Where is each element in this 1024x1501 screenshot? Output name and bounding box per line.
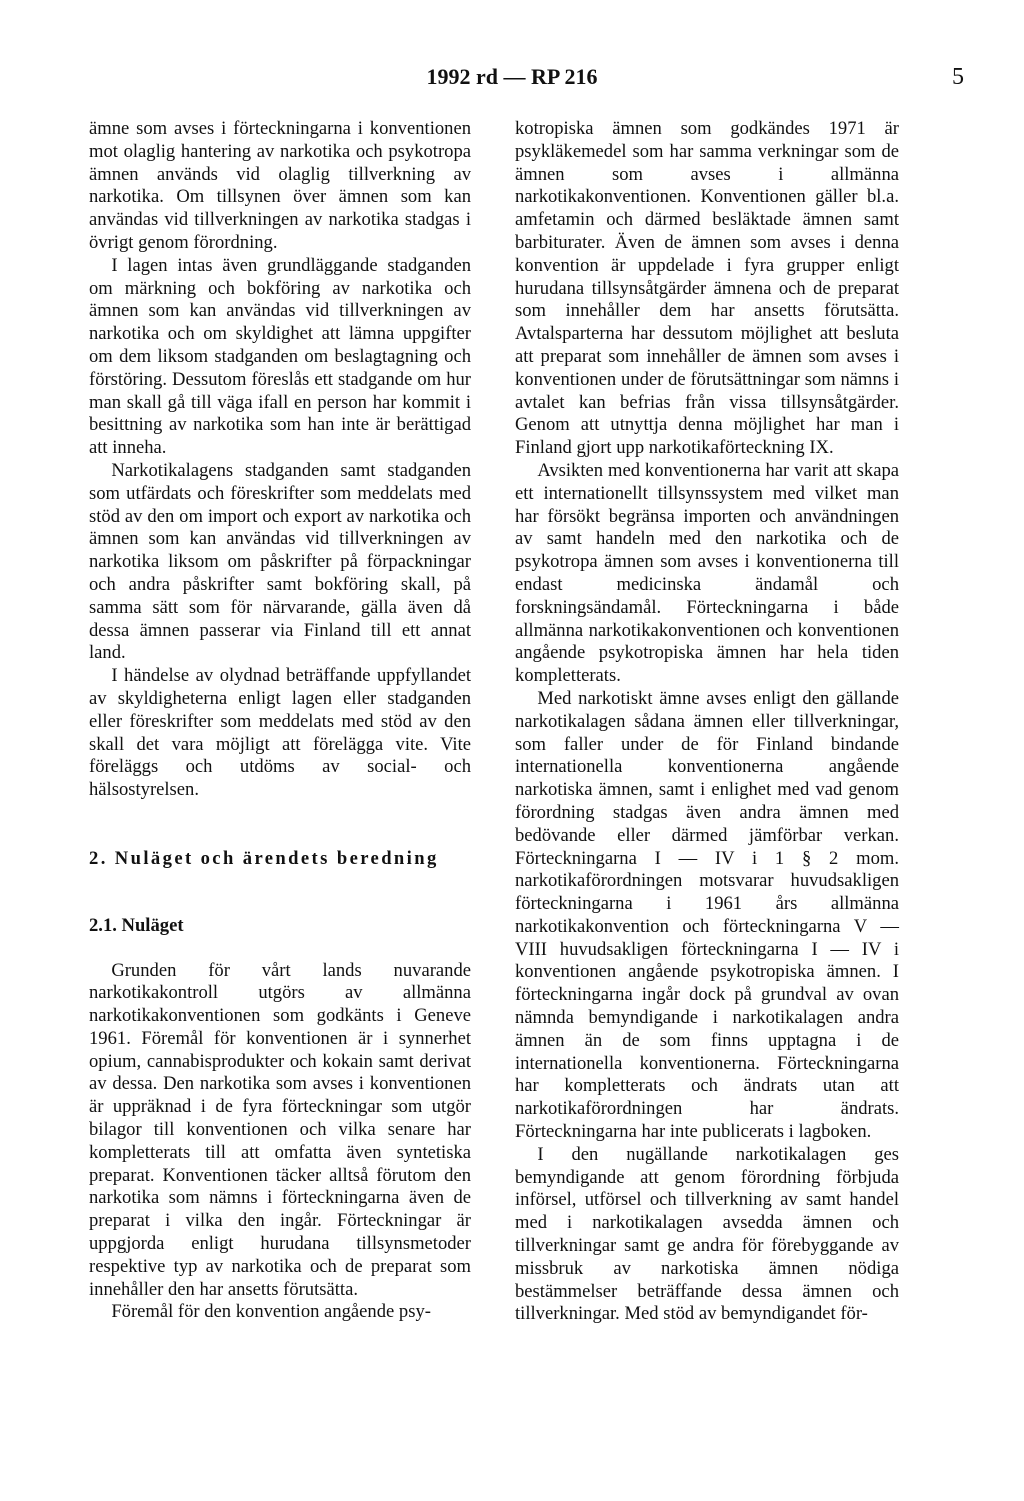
page-header (0, 64, 1024, 94)
paragraph: Avsikten med konventionerna har varit att skapa ett internationellt tillsynssystem med vilket man har försökt begränsa importen och användningen av samt handeln med den narkotika och de psykotropa ämnen som avses i konventionerna till endast medicinska ändamål och forskningsändamål. Förteckningarna i både allmänna narkotikakonventionen och konventionen angående psykotropiska ämnen har hela tiden kompletterats. (515, 459, 899, 687)
paragraph: Föremål för den konvention angående psy- (111, 1301, 431, 1323)
running-title: 1992 rd — RP 216 (426, 64, 598, 89)
right-column (515, 118, 899, 1326)
paragraph: ämne som avses i förteckningarna i konventionen mot olaglig hantering av narkotika och psykotropa ämnen används vid olaglig tillverkning av narkotika. Om tillsynen över ämnen som kan användas vid tillverkningen av narkotika stadgas i övrigt genom förordning. (89, 118, 471, 253)
paragraph: Narkotikalagens stadganden samt stadganden som utfärdats och föreskrifter som meddelats med stöd av den om import och export av narkotika och ämnen som kan användas vid tillverkningen av narkotika liksom om påskrifter på förpackningar och andra påskrifter samt bokföring skall, på samma sätt som för närvarande, gälla även då dessa ämnen passerar via Finland till ett annat land. (89, 459, 471, 664)
paragraph: Med narkotiskt ämne avses enligt den gällande narkotikalagen sådana ämnen eller tillverkningar, som faller under de för Finland bindande internationella konventionerna angående narkotiska ämnen, samt i enlighet med vad genom förordning stadgas även andra ämnen med bedövande eller därmed jämförbar verkan. Förteckningarna I — IV i 1 § 2 mom. narkotikaförordningen motsvarar huvudsakligen förteckningarna i 1961 års allmänna narkotikakonvention och förteckningarna V — VIII huvudsakligen förteckningarna I — IV i konventionen angående psykotropiska ämnen. I förteckningarna ingår dock på grundval av ovan nämnda bemyndigande i narkotikalagen andra ämnen än de som finns upptagna i de internationella konventionerna. Förteckningarna har kompletterats och ändrats utan att narkotikaförordningen har ändrats. Förteckningarna har inte publicerats i lagboken. (515, 687, 899, 1143)
paragraph: I den nugällande narkotikalagen ges bemyndigande att genom förordning förbjuda införsel, utförsel och tillverkning av samt handel med i narkotikalagen avsedda ämnen och tillverkningar samt ge andra för förebyggande av missbruk av narkotiska ämnen nödiga bestämmelser beträffande dessa ämnen och tillverkningar. Med stöd av bemyndigandet för- (515, 1143, 899, 1325)
paragraph: Grunden för vårt lands nuvarande narkotikakontroll utgörs av allmänna narkotikakonventionen som godkänts i Geneve 1961. Föremål för konventionen är i synnerhet opium, cannabisprodukter och kokain samt derivat av dessa. Den narkotika som avses i konventionen är uppräknad i de fyra förteckningar som utgör bilagor till konventionen och vilka senare har kompletterats till att omfatta även syntetiska preparat. Konventionen täcker alltså förutom den narkotika som nämns i förteckningarna även de preparat i vilka den ingår. Förteckningar är uppgjorda enligt hurudana tillsynsmetoder respektive typ av narkotika och de preparat som innehåller den har ansetts förutsätta. (89, 959, 471, 1300)
paragraph: I lagen intas även grundläggande stadganden om märkning och bokföring av narkotika och ämnen som kan användas vid tillverkningen av narkotika och om skyldighet att lämna uppgifter om dem liksom stadganden om beslagtagning och förstöring. Dessutom föreslås ett stadgande om hur man skall gå till väga ifall en person har kommit i besittning av narkotika som han inte är berättigad att inneha. (89, 254, 471, 459)
left-column (89, 118, 471, 1324)
section-heading: 2. Nuläget och ärendets beredning (89, 847, 439, 869)
page-number: 5 (952, 64, 964, 90)
paragraph: I händelse av olydnad beträffande uppfyllandet av skyldigheterna enligt lagen eller stadganden eller föreskrifter som meddelats med stöd av den skall det vara möjligt att förelägga vite. Vite föreläggs och utdöms av social- och hälsostyrelsen. (89, 665, 471, 801)
paragraph: kotropiska ämnen som godkändes 1971 är psykläkemedel som har samma verkningar som de ämnen som avses i allmänna narkotikakonventionen. Konventionen gäller bl.a. amfetamin och därmed besläktade ämnen samt barbiturater. Även de ämnen som avses i denna konvention är uppdelade i fyra grupper enligt hurudana tillsynsåtgärder ämnena och de preparat som innehåller dem har ansetts förutsätta. Avtalsparterna har dessutom möjlighet att besluta att preparat som innehåller de ämnen som avses i konventionen under de förutsättningar som nämns i avtalet kan befrias från vissa tillsynsåtgärder. Genom att utnyttja denna möjlighet har man i Finland gjort upp narkotikaförteckning IX. (515, 118, 899, 459)
subsection-heading: 2.1. Nuläget (89, 914, 184, 936)
